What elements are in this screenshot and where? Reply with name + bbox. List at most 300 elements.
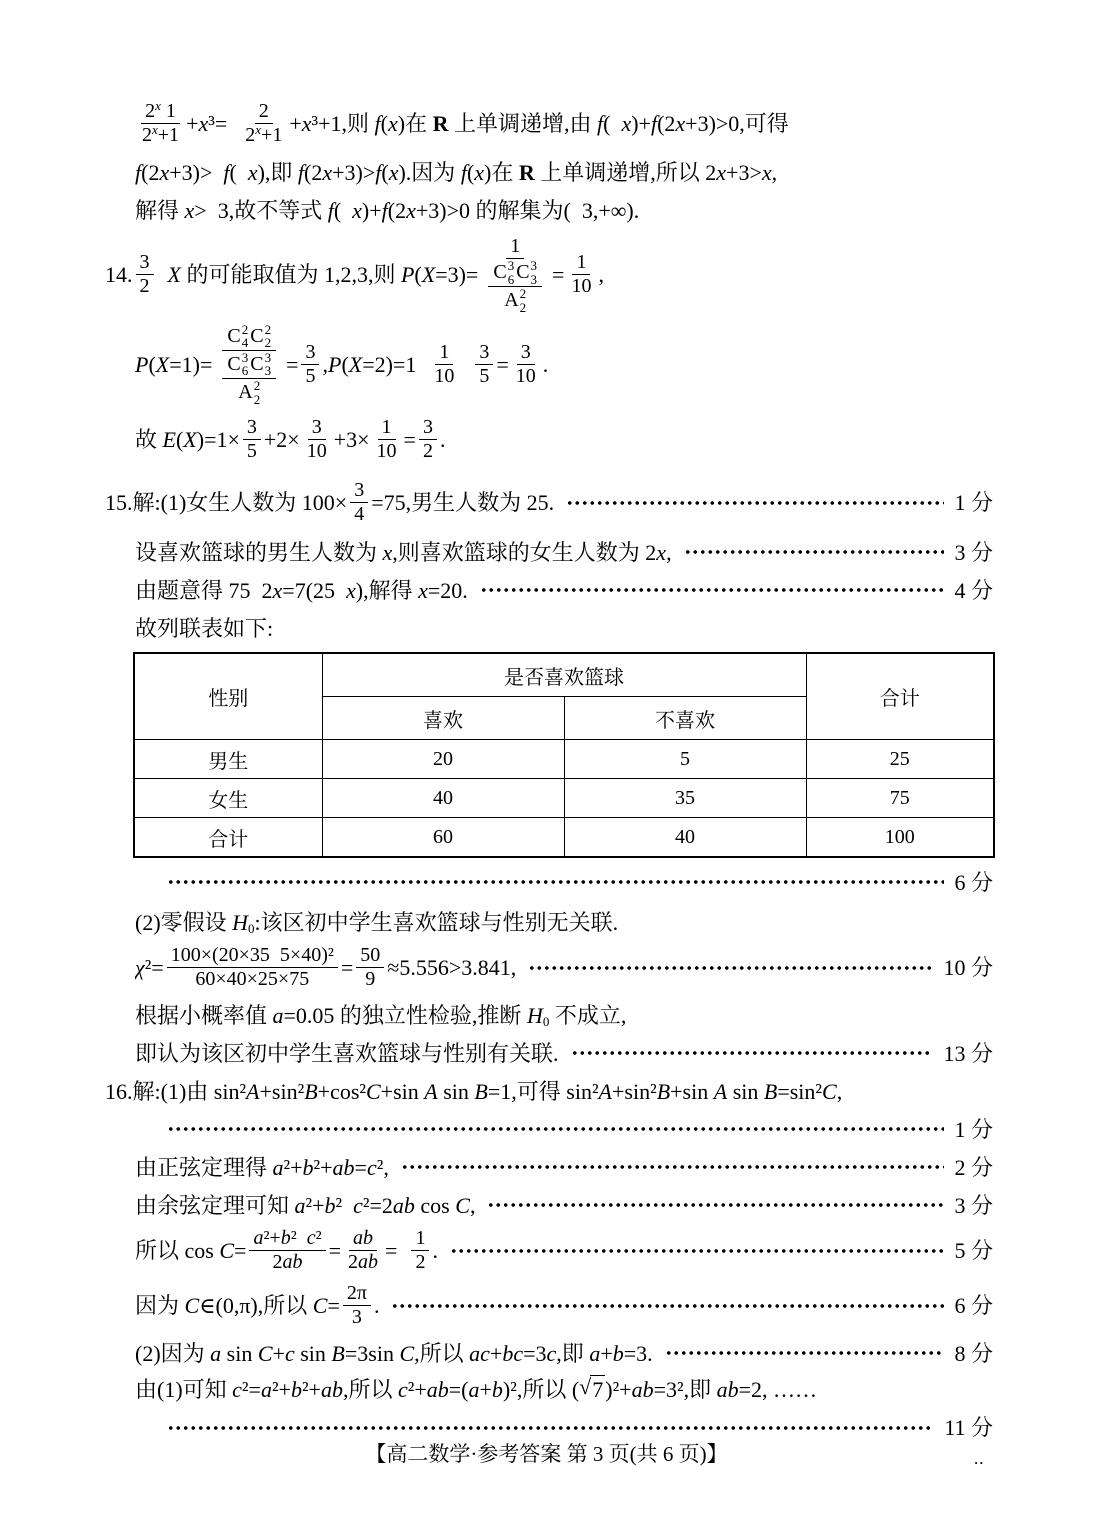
solution-15-line-6 (135, 1001, 993, 1029)
math-variable: b (290, 1376, 302, 1402)
score-label: 6 分 (954, 869, 993, 895)
math-variable: P (135, 351, 149, 377)
math-run: 故列联表如下: (135, 615, 274, 641)
script-superscript: 2 (519, 286, 527, 302)
math-run: 60×40×25×75 (195, 968, 310, 991)
solution-15-line-1 (105, 479, 993, 526)
fraction-denominator (411, 1251, 429, 1274)
fraction-denominator (499, 287, 531, 314)
math-run: 根据小概率值 (135, 1002, 273, 1028)
math-variable: x (301, 110, 312, 136)
math-run: ² (290, 1227, 307, 1250)
fraction-numerator (517, 341, 535, 365)
math-variable: ab (392, 1192, 415, 1218)
math-run: )在 (397, 110, 433, 136)
script-stack (265, 323, 272, 350)
math-run: = (327, 1293, 340, 1319)
math-variable: a (210, 1340, 222, 1366)
fraction-numerator (475, 341, 493, 365)
fraction-numerator (435, 341, 453, 365)
math-run: +1 (261, 124, 283, 146)
script-stack (242, 323, 249, 350)
table-header-gender: 性别 (134, 653, 322, 740)
fraction-denominator (233, 379, 265, 406)
dotted-leader (571, 1049, 934, 1057)
math-variable: A (424, 1078, 438, 1104)
math-run: (2)因为 (135, 1340, 211, 1366)
solution-15-chi-square-line (135, 944, 993, 991)
math-variable: x (621, 110, 632, 136)
math-run: 2 (272, 1251, 283, 1274)
math-run: 10 (571, 275, 592, 298)
math-variable: x (761, 160, 772, 186)
dotted-leader (391, 1302, 944, 1310)
math-run: 5 (246, 440, 257, 463)
script-subscript: 3 (530, 271, 538, 287)
script-superscript: 3 (507, 258, 515, 273)
math-run: ( (175, 427, 184, 453)
math-run: ( (229, 160, 248, 186)
script-subscript: 2 (253, 391, 261, 407)
math-run: ( (381, 160, 389, 186)
math-run: ( (333, 198, 353, 224)
radicand: 7 (592, 1377, 604, 1403)
fraction-numerator (136, 251, 154, 275)
dotted-leader (487, 1201, 944, 1209)
math-run: ),即 (257, 160, 298, 186)
math-variable: c (306, 1227, 316, 1250)
solution-16-line-3 (135, 1191, 993, 1219)
math-bold: R (432, 110, 449, 136)
fraction-numerator (356, 944, 384, 968)
math-fraction (356, 944, 384, 991)
math-run: = (552, 262, 565, 288)
math-run: 100×(20×35 5×40)² (170, 944, 334, 967)
fraction-denominator (430, 365, 458, 388)
solution-15-score-line (155, 868, 993, 896)
fraction-numerator (411, 1227, 429, 1251)
math-fraction (222, 351, 276, 407)
radical-sign-icon: √ (579, 1375, 592, 1400)
math-variable: ab (353, 1227, 374, 1250)
math-variable: C (184, 1293, 200, 1319)
math-sqrt (579, 1375, 605, 1404)
math-variable: ab (631, 1376, 654, 1402)
math-variable: x (656, 539, 667, 565)
math-run: = (286, 351, 299, 377)
script-superscript: 2 (264, 322, 272, 337)
script-superscript: 3 (241, 349, 249, 365)
script-base: C (227, 352, 241, 375)
math-variable: B (304, 1078, 318, 1104)
script-subscript: 4 (241, 335, 249, 351)
solution-14-line-2 (135, 323, 993, 407)
math-run: ²+ (271, 1376, 291, 1402)
math-variable: x (418, 577, 428, 603)
math-script (227, 323, 248, 350)
script-base: A (238, 381, 253, 404)
solution-16-line-6 (135, 1339, 993, 1367)
math-fraction (215, 323, 283, 407)
math-variable: C (455, 1192, 470, 1218)
solution-13-line-2 (135, 159, 993, 187)
math-run: 2 (422, 440, 433, 463)
math-variable: a (468, 1376, 480, 1402)
math-run: ( (603, 110, 622, 136)
math-run: ²+ (301, 1376, 321, 1402)
math-variable: a (260, 1376, 272, 1402)
math-script (504, 287, 526, 314)
math-run: =3sin (344, 1340, 400, 1366)
score-label: 1 分 (954, 1116, 993, 1142)
math-variable: f (374, 110, 381, 136)
script-stack (265, 351, 272, 378)
math-fraction (243, 416, 261, 463)
fraction-denominator (241, 124, 286, 147)
math-variable: c (397, 1376, 408, 1402)
math-variable: H (526, 1002, 543, 1028)
math-run: ²+ (407, 1376, 427, 1402)
math-run: 设喜欢篮球的男生人数为 (135, 539, 383, 565)
fraction-denominator (344, 1251, 382, 1274)
fraction-denominator (269, 1251, 307, 1274)
math-variable: x (184, 198, 195, 224)
fraction-numerator (308, 416, 326, 440)
math-run: 3 (520, 340, 531, 363)
math-variable: X (155, 351, 170, 377)
script-stack (531, 259, 538, 286)
math-run: 不成立, (549, 1002, 627, 1028)
math-run: 1 (415, 1227, 426, 1250)
power-exponent: x (152, 122, 158, 137)
math-run: , (469, 1192, 476, 1218)
fraction-denominator (243, 440, 261, 463)
math-run: )²,所以 ( (502, 1376, 580, 1402)
fraction-denominator (138, 124, 183, 147)
math-run: +3)> (169, 160, 224, 186)
math-run: 由正弦定理得 (135, 1154, 273, 1180)
math-run: =2, …… (738, 1376, 818, 1402)
score-label: 4 分 (954, 577, 993, 603)
math-run: =3²,即 (653, 1376, 717, 1402)
math-run: 16.解:(1)由 sin² (105, 1078, 247, 1104)
math-run: = (328, 1238, 342, 1264)
math-run: , (598, 262, 604, 288)
math-fraction (138, 100, 183, 147)
solution-15-line-3 (135, 576, 993, 604)
math-run: ),解得 (355, 577, 419, 603)
fraction-denominator (350, 503, 368, 526)
math-run: +3× (333, 427, 370, 453)
math-run: 2 (348, 1251, 359, 1274)
table-cell: 40 (564, 818, 806, 858)
table-cell: 40 (322, 779, 564, 818)
math-run: +sin (670, 1078, 714, 1104)
score-label: 3 分 (954, 539, 993, 565)
math-run: +1 (157, 124, 180, 146)
math-run: sin (727, 1078, 764, 1104)
table-header-dislike: 不喜欢 (564, 697, 806, 740)
score-label: 11 分 (944, 1415, 993, 1441)
script-stack (254, 379, 261, 406)
math-run: 解得 (135, 198, 185, 224)
math-fraction (249, 1227, 325, 1274)
power-exponent: x (255, 122, 262, 137)
math-run: . (439, 427, 446, 453)
math-run: 由题意得 75 2 (135, 577, 273, 603)
math-run: 10 (306, 440, 327, 463)
fraction-denominator (481, 259, 549, 315)
math-run: )+ (631, 110, 651, 136)
contingency-table (133, 652, 995, 858)
page-footer: 【高二数学·参考答案 第 3 页(共 6 页)】 (365, 1442, 728, 1466)
table-header-like: 喜欢 (322, 697, 564, 740)
math-script (250, 351, 271, 378)
math-run (157, 261, 168, 289)
score-label: 8 分 (954, 1340, 993, 1366)
math-variable: x (675, 110, 686, 136)
fraction-numerator (249, 1227, 325, 1251)
dotted-leader (401, 1163, 945, 1171)
math-run: 4 (354, 503, 365, 526)
math-fraction (411, 1227, 429, 1274)
math-variable: C (257, 1340, 273, 1366)
math-run: + (479, 1376, 492, 1402)
math-variable: c (353, 1192, 363, 1218)
fraction-numerator (419, 416, 437, 440)
math-variable: ab (426, 1376, 449, 1402)
math-variable: b (280, 1227, 291, 1250)
math-run: , (771, 160, 778, 186)
math-variable: a (253, 1227, 264, 1250)
math-variable: E (162, 427, 176, 453)
math-run: 2 (415, 1251, 426, 1274)
math-run: 5 (305, 364, 316, 387)
math-power (142, 124, 158, 147)
math-power (145, 100, 161, 123)
fraction-denominator (303, 440, 331, 463)
math-variable: X (183, 427, 197, 453)
math-run: . (542, 351, 549, 377)
script-base: A (504, 289, 519, 312)
math-run: , (322, 351, 328, 377)
math-variable: f (381, 198, 388, 224)
math-run: )在 (484, 160, 519, 186)
math-run: =2)=1 (362, 351, 428, 377)
math-run: 由余弦定理可知 (135, 1192, 295, 1218)
math-fraction (350, 479, 368, 526)
math-run: =20. (427, 577, 468, 603)
math-subscript: 0 (542, 1014, 550, 1030)
math-variable: a (294, 1192, 306, 1218)
solution-16-line-2 (135, 1153, 993, 1181)
fraction-numerator (343, 1282, 371, 1306)
math-variable: X (167, 262, 181, 288)
math-variable: B (656, 1078, 671, 1104)
math-fraction (430, 341, 458, 388)
math-run: 3 (305, 340, 316, 363)
math-variable: b (491, 1376, 503, 1402)
math-variable: P (327, 351, 342, 377)
math-run: =75,男生人数为 25. (371, 490, 555, 516)
solution-16-line-1 (105, 1077, 993, 1105)
math-run: 即认为该区初中学生喜欢篮球与性别有关联. (135, 1040, 559, 1066)
fraction-denominator (419, 440, 437, 463)
math-run: + (186, 110, 199, 136)
math-bold: R (518, 160, 535, 186)
math-run: 3 (422, 416, 433, 439)
math-variable: ab (358, 1251, 379, 1274)
math-run: 50 (360, 944, 381, 967)
math-variable: a (272, 1002, 284, 1028)
math-run: , (666, 539, 672, 565)
solution-16-score-line-1 (155, 1115, 993, 1143)
math-run: 1 (510, 235, 521, 257)
math-run: +2× (263, 427, 300, 453)
fraction-numerator (222, 351, 276, 379)
script-base: C (516, 261, 530, 284)
math-run: =( (448, 1376, 469, 1402)
score-label: 3 分 (954, 1192, 993, 1218)
math-run: 3 (246, 416, 257, 439)
math-run: 14. (105, 262, 133, 288)
fraction-numerator (167, 944, 338, 968)
math-run: 1 (576, 251, 587, 274)
math-run: = (354, 1154, 367, 1180)
fraction-numerator (350, 479, 368, 503)
math-fraction (419, 416, 437, 463)
math-variable: A (246, 1078, 260, 1104)
table-cell: 25 (806, 740, 994, 779)
math-run: , (836, 1078, 843, 1104)
math-run: =sin² (777, 1078, 823, 1104)
math-run: 的可能取值为 1,2,3,则 (180, 262, 401, 288)
math-run: + (489, 1340, 503, 1366)
math-fraction (136, 251, 154, 298)
table-cell: 男生 (134, 740, 322, 779)
script-superscript: 2 (241, 322, 249, 337)
math-variable: x (352, 198, 362, 224)
math-variable: C (312, 1293, 328, 1319)
script-subscript: 6 (507, 271, 515, 287)
math-run: = (403, 427, 416, 453)
dotted-leader (167, 1424, 934, 1432)
math-run: ²+ (305, 1192, 325, 1218)
math-variable: f (460, 160, 467, 186)
fraction-denominator (373, 440, 401, 463)
math-fraction (488, 259, 542, 315)
table-cell: 5 (564, 740, 806, 779)
math-variable: a (589, 1340, 601, 1366)
dotted-leader (167, 1125, 944, 1133)
math-run: 2 (139, 275, 150, 298)
math-run: 上单调递增,所以 2 (534, 160, 717, 186)
math-run: +sin² (259, 1078, 305, 1104)
math-run: ², (376, 1154, 389, 1180)
math-run: +sin² (612, 1078, 657, 1104)
table-cell: 100 (806, 818, 994, 858)
math-variable: ab (332, 1154, 355, 1180)
math-variable: P (400, 262, 415, 288)
table-cell: 75 (806, 779, 994, 818)
math-run: )=1× (196, 427, 240, 453)
math-variable: f (327, 198, 334, 224)
math-run: +cos² (317, 1078, 366, 1104)
power-base: 2 (145, 100, 156, 122)
math-script (238, 379, 260, 406)
math-run: ² (315, 1227, 322, 1250)
math-run: 因为 (135, 1293, 185, 1319)
math-variable: f (596, 110, 604, 136)
math-variable: C (822, 1078, 837, 1104)
math-run: +3> (726, 160, 762, 186)
score-label: 2 分 (954, 1154, 993, 1180)
math-variable: C (399, 1340, 415, 1366)
solution-13-line-3 (135, 197, 993, 225)
math-run: +sin (380, 1078, 425, 1104)
math-variable: ab (716, 1376, 739, 1402)
fraction-numerator (301, 341, 319, 365)
math-run: 3 (354, 479, 365, 502)
math-run: sin (294, 1340, 332, 1366)
math-script (250, 323, 271, 350)
table-cell: 女生 (134, 779, 322, 818)
math-run: 1 (439, 340, 450, 363)
math-run: ( (341, 351, 349, 377)
script-superscript: 2 (253, 378, 261, 394)
math-variable: b (302, 1154, 314, 1180)
solution-15-line-5 (135, 908, 993, 936)
solution-13-line-1 (135, 100, 993, 147)
math-variable: A (713, 1078, 728, 1104)
script-stack (242, 351, 249, 378)
solution-16-line-5 (135, 1282, 993, 1329)
math-run: (2)零假设 (135, 909, 233, 935)
math-variable: ab (282, 1251, 303, 1274)
math-run: ∈(0,π),所以 (199, 1293, 313, 1319)
table-row-total (134, 818, 994, 858)
score-label: 1 分 (954, 490, 993, 516)
math-run: (2 (387, 198, 407, 224)
math-run: 3 (351, 1306, 362, 1329)
math-run: =3)= (435, 262, 479, 288)
math-run: . (373, 1293, 380, 1319)
math-run: 15.解:(1)女生人数为 100× (105, 490, 348, 516)
math-run: 10 (434, 364, 455, 387)
fraction-denominator (301, 365, 319, 388)
math-run: sin (221, 1340, 258, 1366)
math-run: > 3,故不等式 (194, 198, 328, 224)
score-label: 13 分 (943, 1040, 993, 1066)
math-run: = (385, 1238, 409, 1264)
math-variable: c (546, 1340, 557, 1366)
math-variable: x (388, 160, 399, 186)
math-variable: C (365, 1078, 381, 1104)
math-run: sin (437, 1078, 475, 1104)
math-run: )+ (361, 198, 382, 224)
math-variable: ac (469, 1340, 490, 1366)
table-cell: 35 (564, 779, 806, 818)
math-fraction (481, 235, 549, 315)
math-variable: B (763, 1078, 778, 1104)
fraction-denominator (348, 1306, 366, 1329)
math-variable: x (346, 577, 356, 603)
math-run: + (272, 1340, 285, 1366)
table-header-total: 合计 (806, 653, 994, 740)
math-run: 5 (479, 364, 490, 387)
dotted-leader (450, 1247, 945, 1255)
math-run: ( (380, 110, 388, 136)
